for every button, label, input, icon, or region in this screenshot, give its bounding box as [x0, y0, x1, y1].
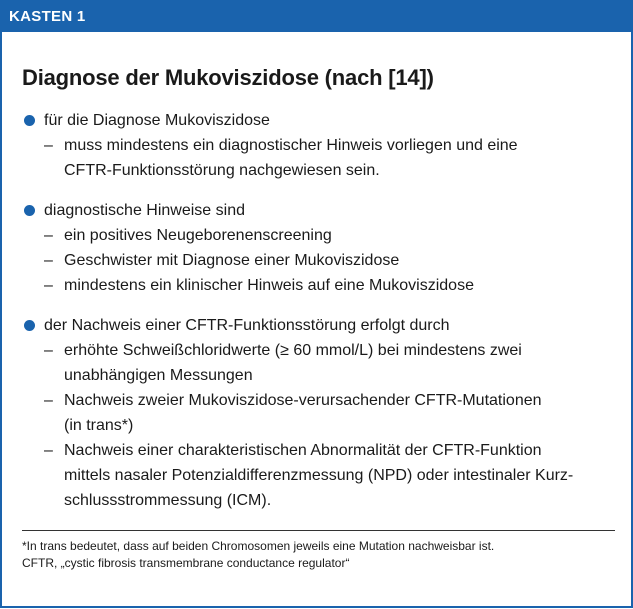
bullet-dot-icon: [24, 320, 35, 331]
list-item-line: Geschwister mit Diagnose einer Mukoviszidose: [64, 252, 400, 269]
bullet-dot-icon: [24, 115, 35, 126]
page-title: Diagnose der Mukoviszidose (nach [14]): [22, 65, 434, 90]
dash-icon: –: [44, 442, 53, 459]
list-item-line: schlussstrommessung (ICM).: [64, 492, 272, 509]
footnote: [22, 538, 494, 572]
section-heading: [22, 313, 623, 338]
section-heading-text: für die Diagnose Mukoviszidose: [44, 112, 270, 129]
list-item-line: mittels nasaler Potenzialdifferenzmessung (NPD) oder intestinaler Kurz-: [64, 467, 574, 484]
list-item-line: Nachweis einer charakteristischen Abnormalität der CFTR-Funktion: [64, 442, 542, 459]
list-item-line: ein positives Neugeborenenscreening: [64, 227, 332, 244]
list-item-line: mindestens ein klinischer Hinweis auf eine Mukoviszidose: [64, 277, 474, 294]
list-item: [22, 438, 623, 513]
list-item: [22, 338, 623, 388]
dash-icon: –: [44, 392, 53, 409]
box-header: KASTEN 1: [2, 2, 631, 32]
dash-icon: –: [44, 342, 53, 359]
list-item-line: erhöhte Schweißchloridwerte (≥ 60 mmol/L) bei mindestens zwei: [64, 342, 522, 359]
list-item: [22, 273, 623, 298]
footnote-divider: [22, 530, 615, 531]
dash-icon: –: [44, 137, 53, 154]
section-cftr-proof: [22, 313, 623, 513]
dash-icon: –: [44, 227, 53, 244]
section-heading: [22, 108, 623, 133]
section-heading: [22, 198, 623, 223]
footnote-line: *In trans bedeutet, dass auf beiden Chromosomen jeweils eine Mutation nachweisbar ist.: [22, 539, 495, 553]
footnote-line: CFTR, „cystic fibrosis transmembrane conductance regulator“: [22, 556, 350, 570]
list-item-line: muss mindestens ein diagnostischer Hinweis vorliegen und eine: [64, 137, 518, 154]
section-heading-text: diagnostische Hinweise sind: [44, 202, 245, 219]
list-item-line: Nachweis zweier Mukoviszidose-verursachender CFTR-Mutationen: [64, 392, 542, 409]
dash-icon: –: [44, 252, 53, 269]
list-item: [22, 388, 623, 438]
section-list: [22, 133, 623, 183]
section-heading-text: der Nachweis einer CFTR-Funktionsstörung erfolgt durch: [44, 317, 450, 334]
list-item: [22, 248, 623, 273]
list-item-line: CFTR-Funktionsstörung nachgewiesen sein.: [64, 162, 380, 179]
section-indicators: [22, 198, 623, 298]
dash-icon: –: [44, 277, 53, 294]
list-item: [22, 223, 623, 248]
list-item: [22, 133, 623, 183]
section-list: [22, 338, 623, 513]
bullet-dot-icon: [24, 205, 35, 216]
section-diagnosis: [22, 108, 623, 183]
list-item-line: unabhängigen Messungen: [64, 367, 253, 384]
list-item-line: (in trans*): [64, 417, 134, 434]
section-list: [22, 223, 623, 298]
